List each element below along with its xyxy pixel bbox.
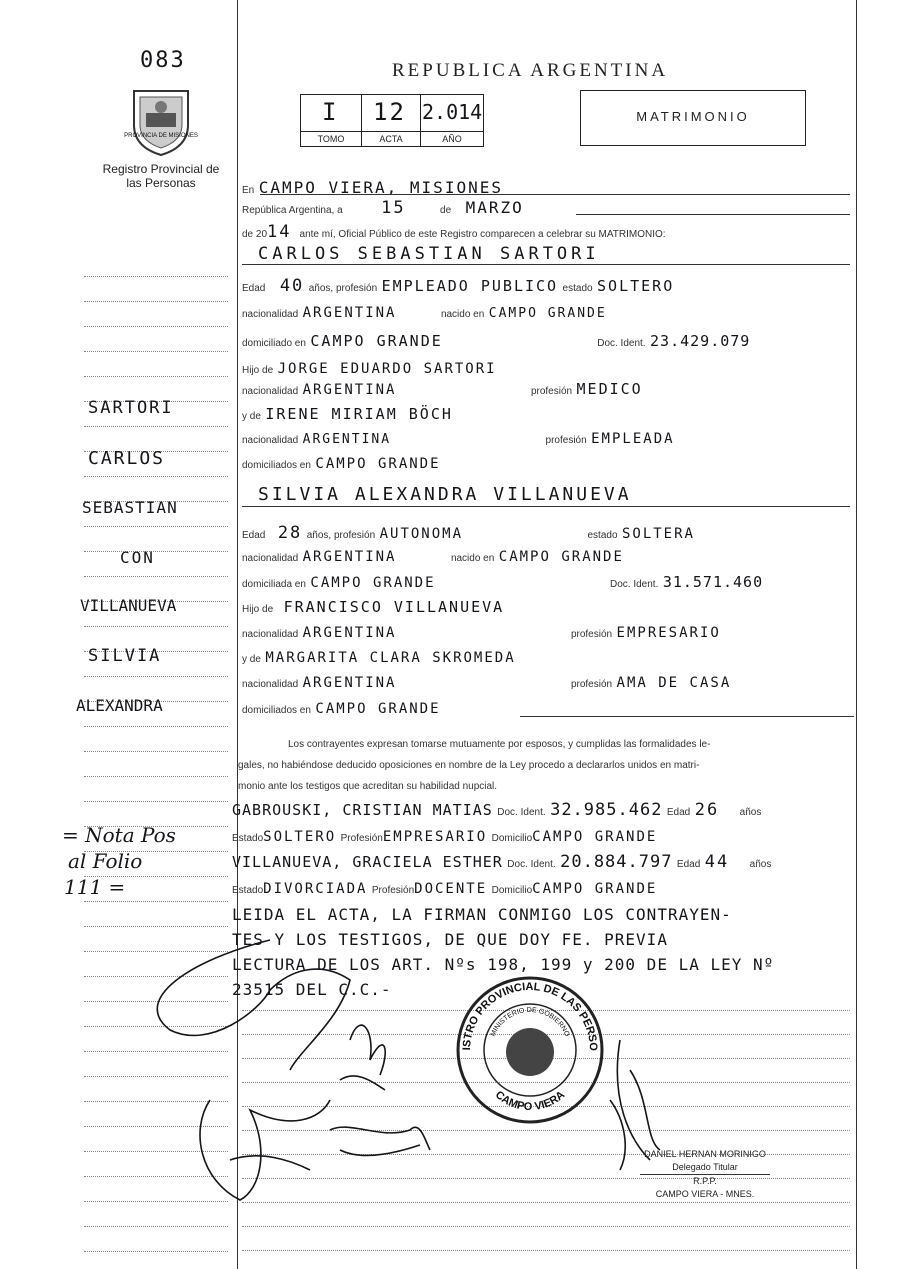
- witness1-estado-label: Estado: [232, 833, 264, 844]
- groom-madre-prof-label: profesión: [545, 435, 587, 446]
- groom-madre-prof: EMPLEADA: [591, 431, 675, 447]
- logo-text: PROVINCIA DE MISIONES: [124, 133, 198, 139]
- witness2-prof-label: Profesión: [371, 885, 415, 896]
- body-dotted-line: [242, 1250, 850, 1251]
- margin-note-5: VILLANUEVA: [80, 596, 177, 615]
- groom-name-line: [242, 264, 850, 265]
- signature-bride: [200, 1100, 330, 1200]
- bride-madre: MARGARITA CLARA SKROMEDA: [265, 650, 516, 666]
- bride-dom-line: [520, 716, 854, 717]
- stamp-inner-text: MINISTERIO DE GOBIERNO: [489, 1006, 571, 1038]
- officer-block: [620, 1148, 790, 1201]
- witness1-doc: 32.985.462: [550, 800, 663, 820]
- de20-label: de 20: [242, 229, 268, 240]
- witness1-anos: años: [739, 807, 762, 818]
- bride-nac-label: nacionalidad: [242, 553, 299, 564]
- doc-number: 083: [140, 48, 186, 73]
- margin-note-6: SILVIA: [88, 646, 162, 666]
- stamp-outer-text: ISTRO PROVINCIAL DE LAS PERSO: [460, 980, 600, 1052]
- witness1-edad: 26: [694, 800, 720, 820]
- place-line: [260, 194, 850, 195]
- witness1-doc-label: Doc. Ident.: [497, 807, 546, 818]
- groom-padres-dom: CAMPO GRANDE: [315, 456, 441, 472]
- country-title: REPUBLICA ARGENTINA: [392, 60, 669, 81]
- margin-dotted-line: [84, 751, 228, 752]
- groom-edad: 40: [279, 276, 305, 296]
- closing-line-4: 23515 DEL C.C.-: [232, 980, 392, 999]
- officer-name: DANIEL HERNAN MORINIGO: [644, 1149, 766, 1159]
- margin-note-2: CARLOS: [88, 448, 166, 469]
- bride-nacido: CAMPO GRANDE: [498, 549, 624, 565]
- witness1-domicilio: CAMPO GRANDE: [532, 829, 658, 845]
- registry-logo: [124, 85, 198, 157]
- margin-dotted-line: [84, 351, 228, 352]
- en-label: En: [242, 185, 255, 196]
- svg-text:CAMPO VIERA: [493, 1089, 567, 1113]
- groom-padre-nac: ARGENTINA: [302, 382, 397, 398]
- bride-madre-prof: AMA DE CASA: [616, 675, 732, 691]
- groom-domicilio: CAMPO GRANDE: [310, 332, 443, 350]
- bride-doms-label: domiciliados en: [242, 705, 311, 716]
- witness1-estado: SOLTERO: [263, 829, 337, 845]
- bride-hijo-label: Hijo de: [242, 604, 274, 615]
- bride-madre-nac: ARGENTINA: [302, 675, 397, 691]
- bride-yde-label: y de: [242, 654, 261, 665]
- groom-padre-prof-label: profesión: [530, 386, 573, 397]
- groom-nac-label: nacionalidad: [242, 309, 299, 320]
- groom-profesion: EMPLEADO PUBLICO: [381, 277, 559, 295]
- bride-name-line: [242, 506, 850, 507]
- margin-dotted-line: [84, 676, 228, 677]
- witness2-doc-label: Doc. Ident.: [507, 859, 556, 870]
- acta-value: 12: [373, 98, 406, 126]
- bride-doc-label: Doc. Ident.: [610, 579, 659, 590]
- groom-doc-label: Doc. Ident.: [597, 338, 646, 349]
- groom-doc: 23.429.079: [650, 332, 751, 350]
- groom-dom-label: domiciliado en: [242, 338, 306, 349]
- bride-nacionalidad: ARGENTINA: [302, 549, 397, 565]
- bride-madre-prof-label: profesión: [570, 679, 613, 690]
- republica-label: República Argentina, a: [242, 205, 343, 216]
- margin-note-7: ALEXANDRA: [76, 696, 163, 715]
- tomo-label: TOMO: [317, 134, 345, 144]
- witness1-prof-label: Profesión: [340, 833, 383, 844]
- signature-groom: [157, 940, 350, 1070]
- ante-label: ante mí, Oficial Público de este Registro comparecen a celebrar su MATRIMONIO:: [299, 229, 666, 240]
- margin-dotted-line: [84, 426, 228, 427]
- groom-yde-label: y de: [242, 411, 261, 422]
- groom-padre-prof: MEDICO: [576, 380, 643, 398]
- bride-padres-dom: CAMPO GRANDE: [315, 701, 441, 717]
- bride-padre-prof-label: profesión: [570, 629, 613, 640]
- officer-place: CAMPO VIERA - MNES.: [655, 1189, 755, 1199]
- right-rule: [856, 0, 857, 1269]
- margin-dotted-line: [84, 801, 228, 802]
- margin-dotted-line: [84, 476, 228, 477]
- anio-label: AÑO: [442, 134, 462, 144]
- de-label: de: [440, 205, 452, 216]
- bride-edad: 28: [277, 523, 303, 543]
- bride-padre-nac-label: nacionalidad: [242, 629, 299, 640]
- margin-note-3: SEBASTIAN: [82, 498, 178, 517]
- witness2-dom-label: Domicilio: [491, 885, 533, 896]
- signature-witness2: [330, 1127, 430, 1155]
- groom-nacido: CAMPO GRANDE: [488, 306, 607, 321]
- witness1-profesion: EMPRESARIO: [382, 829, 488, 845]
- margin-dotted-line: [84, 376, 228, 377]
- bride-padre-prof: EMPRESARIO: [616, 625, 721, 641]
- margin-dotted-line: [84, 626, 228, 627]
- bride-estado: SOLTERA: [621, 526, 695, 542]
- witness2-name: VILLANUEVA, GRACIELA ESTHER: [232, 853, 503, 871]
- bride-dom-label: domiciliada en: [242, 579, 306, 590]
- witness2-domicilio: CAMPO GRANDE: [532, 881, 658, 897]
- month-line: [576, 214, 850, 215]
- witness1-dom-label: Domicilio: [491, 833, 533, 844]
- margin-dotted-line: [84, 276, 228, 277]
- acta-label: ACTA: [379, 134, 403, 144]
- witness2-estado: DIVORCIADA: [263, 881, 368, 897]
- groom-nacionalidad: ARGENTINA: [302, 305, 397, 321]
- tomo-value: I: [322, 98, 339, 126]
- bride-edad-label: Edad: [242, 530, 266, 541]
- statement-line-1: Los contrayentes expresan tomarse mutuamente por esposos, y cumplidas las formalidades le-: [288, 739, 711, 750]
- bride-padre-nac: ARGENTINA: [302, 625, 397, 641]
- officer-title: Delegado Titular: [672, 1162, 738, 1172]
- margin-note-4: CON: [120, 548, 155, 567]
- place-value: CAMPO VIERA, MISIONES: [258, 178, 503, 197]
- witness2-profesion: DOCENTE: [414, 881, 488, 897]
- bride-estado-label: estado: [587, 530, 618, 541]
- margin-annotation-2: al Folio: [68, 849, 143, 873]
- day-value: 15: [381, 198, 406, 218]
- groom-padre: JORGE EDUARDO SARTORI: [277, 361, 497, 377]
- officer-org: R.P.P.: [640, 1174, 770, 1188]
- bride-anos-label: años, profesión: [306, 530, 376, 541]
- bride-nacido-label: nacido en: [450, 553, 495, 564]
- statement-line-2: gales, no habiéndose deducido oposiciones en nombre de la Ley procedo a declararlos unidos en matri-: [238, 760, 700, 771]
- margin-annotation: [62, 822, 176, 900]
- margin-dotted-line: [84, 526, 228, 527]
- anio-value: 2.014: [422, 100, 483, 124]
- margin-dotted-line: [84, 776, 228, 777]
- bride-name: SILVIA ALEXANDRA VILLANUEVA: [258, 484, 632, 505]
- groom-padre-nac-label: nacionalidad: [242, 386, 299, 397]
- month-value: MARZO: [465, 198, 524, 217]
- groom-madre: IRENE MIRIAM BÖCH: [265, 405, 453, 423]
- margin-dotted-line: [84, 326, 228, 327]
- groom-madre-nac-label: nacionalidad: [242, 435, 299, 446]
- bride-padre: FRANCISCO VILLANUEVA: [283, 598, 505, 616]
- groom-madre-nac: ARGENTINA: [302, 432, 392, 447]
- margin-dotted-line: [84, 576, 228, 577]
- witness1-edad-label: Edad: [666, 807, 691, 818]
- witness2-estado-label: Estado: [232, 885, 264, 896]
- groom-estado: SOLTERO: [597, 277, 675, 295]
- closing-line-1: LEIDA EL ACTA, LA FIRMAN CONMIGO LOS CONTRAYEN-: [232, 905, 732, 924]
- margin-dotted-line: [84, 551, 228, 552]
- statement-line-3: monio ante los testigos que acreditan su habilidad nupcial.: [238, 781, 498, 792]
- margin-annotation-1: = Nota Pos: [62, 823, 176, 847]
- official-stamp: [450, 970, 610, 1130]
- bride-profesion: AUTONOMA: [379, 526, 464, 542]
- margin-annotation-3: 111 =: [64, 875, 126, 899]
- bride-domicilio: CAMPO GRANDE: [310, 575, 436, 591]
- witness2-edad-label: Edad: [676, 859, 701, 870]
- closing-line-3: LECTURA DE LOS ART. Nºs 198, 199 y 200 DE LA LEY Nº: [232, 955, 775, 974]
- witness2-anos: años: [749, 859, 772, 870]
- stamp-bottom-text: CAMPO VIERA: [492, 1088, 568, 1114]
- groom-hijo-label: Hijo de: [242, 365, 274, 376]
- year-value: 14: [267, 222, 292, 242]
- bride-madre-nac-label: nacionalidad: [242, 679, 299, 690]
- witness2-doc: 20.884.797: [560, 852, 673, 872]
- registry-name: Registro Provincial de las Personas: [102, 162, 220, 190]
- margin-dotted-line: [84, 301, 228, 302]
- act-type: MATRIMONIO: [636, 109, 750, 124]
- groom-edad-label: Edad: [242, 283, 266, 294]
- margin-dotted-line: [84, 726, 228, 727]
- groom-doms-label: domiciliados en: [242, 460, 311, 471]
- groom-estado-label: estado: [562, 283, 593, 294]
- margin-dotted-line: [84, 1251, 228, 1252]
- witness1-name: GABROUSKI, CRISTIAN MATIAS: [232, 801, 493, 819]
- closing-line-2: TES Y LOS TESTIGOS, DE QUE DOY FE. PREVIA: [232, 930, 668, 949]
- witness2-edad: 44: [704, 852, 730, 872]
- groom-nacido-label: nacido en: [440, 309, 485, 320]
- groom-name: CARLOS SEBASTIAN SARTORI: [258, 244, 600, 264]
- bride-doc: 31.571.460: [662, 573, 764, 591]
- groom-anos-label: años, profesión: [308, 283, 378, 294]
- signature-witness1: [340, 1025, 385, 1090]
- margin-note-1: SARTORI: [88, 398, 174, 418]
